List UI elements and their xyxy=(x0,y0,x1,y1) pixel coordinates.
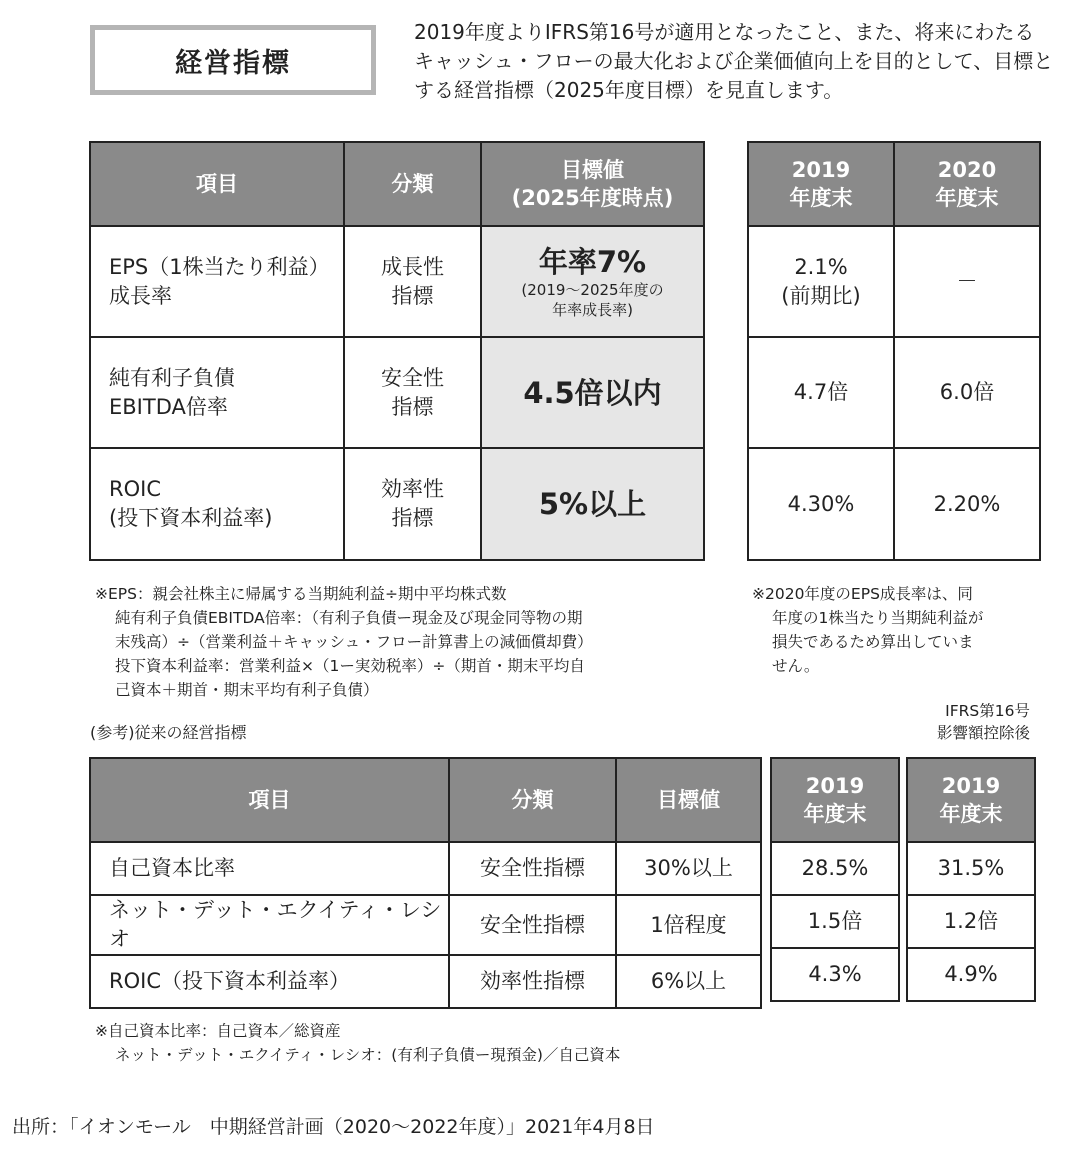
header-target xyxy=(481,142,704,226)
legacy-kpi-header xyxy=(90,758,761,842)
footnote-line: せん。 xyxy=(772,657,820,675)
row-target xyxy=(481,226,704,337)
row-item xyxy=(90,337,344,448)
cell-2019-note: (前期比) xyxy=(781,283,861,308)
cell-2019 xyxy=(748,226,894,337)
table-row xyxy=(90,842,761,895)
row-category: 安全性指標 xyxy=(449,842,616,895)
legacy-footnotes xyxy=(95,1019,795,1067)
row-target: 6%以上 xyxy=(616,955,761,1008)
reference-label: (参考)従来の経営指標 xyxy=(90,723,247,742)
row-item-line1: EPS（1株当たり利益） xyxy=(109,254,330,279)
row-target-note-line1: (2019～2025年度の xyxy=(521,280,664,299)
cell-2019-adjusted: 31.5% xyxy=(907,842,1035,895)
cell-2019: 28.5% xyxy=(771,842,899,895)
footnote-line: ※自己資本比率：自己資本／総資産 xyxy=(95,1022,341,1040)
row-category-line1: 安全性 xyxy=(381,365,444,390)
header-target: 目標値 xyxy=(616,758,761,842)
footnote-line: 己資本＋期首・期末平均有利子負債） xyxy=(115,681,379,699)
cell-2019: 4.3% xyxy=(771,948,899,1001)
cell-2019: 4.7倍 xyxy=(748,337,894,448)
ifrs-label-line2: 影響額控除後 xyxy=(936,724,1030,742)
row-category: 効率性指標 xyxy=(449,955,616,1008)
table-row xyxy=(90,226,704,337)
eps-footnote xyxy=(752,582,1042,678)
kpi-footnotes xyxy=(95,582,735,702)
row-target-value: 4.5倍以内 xyxy=(523,375,662,410)
header-item: 項目 xyxy=(90,758,449,842)
row-item: ROIC（投下資本利益率） xyxy=(90,955,449,1008)
footnote-line: ネット・デット・エクイティ・レシオ：(有利子負債ー現預金)／自己資本 xyxy=(115,1046,621,1064)
row-category-line2: 指標 xyxy=(391,283,434,308)
row-category xyxy=(344,337,481,448)
cell-2020: 6.0倍 xyxy=(894,337,1040,448)
table-row xyxy=(90,895,761,955)
cell-2019: 1.5倍 xyxy=(771,895,899,948)
header-target-line2: (2025年度時点) xyxy=(511,186,674,210)
table-row xyxy=(748,226,1040,337)
cell-2019: 4.30% xyxy=(748,448,894,560)
table-row xyxy=(748,337,1040,448)
row-target-value: 5%以上 xyxy=(538,487,647,521)
row-item: 自己資本比率 xyxy=(90,842,449,895)
header-category: 分類 xyxy=(449,758,616,842)
legacy-results-header xyxy=(771,758,899,842)
header-2019-adjusted xyxy=(907,758,1035,842)
row-item xyxy=(90,226,344,337)
table-row xyxy=(771,842,899,895)
intro-text: 2019年度よりIFRS第16号が適用となったこと、また、将来にわたるキャッシュ・フローの最大化および企業価値向上を目的として、目標とする経営指標（2025年度目標）を見直します。 xyxy=(414,20,1054,102)
kpi-table xyxy=(89,141,705,561)
row-target xyxy=(481,448,704,560)
cell-2019-value: 2.1% xyxy=(794,254,848,279)
row-item: ネット・デット・エクイティ・レシオ xyxy=(90,895,449,955)
header-2019-label: 年度末 xyxy=(803,802,867,826)
kpi-results-table xyxy=(747,141,1041,561)
kpi-table-header xyxy=(90,142,704,226)
table-row xyxy=(907,842,1035,895)
header-2019-adjusted-label: 年度末 xyxy=(939,802,1003,826)
row-category-line2: 指標 xyxy=(391,506,434,530)
row-category-line1: 成長性 xyxy=(381,254,444,279)
kpi-results-header xyxy=(748,142,1040,226)
section-title: 経営指標 xyxy=(90,25,376,95)
legacy-results-table xyxy=(770,757,900,1002)
cell-2020: 2.20% xyxy=(894,448,1040,560)
row-category-line1: 効率性 xyxy=(381,477,444,501)
source-citation: 出所：「イオンモール 中期経営計画（2020～2022年度）」2021年4月8日 xyxy=(12,1116,655,1138)
row-target-value: 年率7% xyxy=(538,244,647,279)
table-row xyxy=(748,448,1040,560)
table-row xyxy=(771,948,899,1001)
header-target-line1: 目標値 xyxy=(561,158,624,182)
legacy-ifrs-adjusted-table xyxy=(906,757,1036,1002)
table-row xyxy=(90,448,704,560)
footnote-line: ※2020年度のEPS成長率は、同 xyxy=(752,585,973,603)
row-target: 30%以上 xyxy=(616,842,761,895)
footnote-line: 損失であるため算出していま xyxy=(772,633,974,651)
header-2019-adjusted-year: 2019 xyxy=(941,774,1001,798)
row-category xyxy=(344,226,481,337)
header-2020 xyxy=(894,142,1040,226)
header-category: 分類 xyxy=(344,142,481,226)
legacy-kpi-table xyxy=(89,757,762,1009)
ifrs-label-line1: IFRS第16号 xyxy=(945,702,1030,720)
row-target xyxy=(481,337,704,448)
header-2019-label: 年度末 xyxy=(789,186,853,210)
row-category: 安全性指標 xyxy=(449,895,616,955)
cell-2019-adjusted: 1.2倍 xyxy=(907,895,1035,948)
table-row xyxy=(907,895,1035,948)
row-item xyxy=(90,448,344,560)
header-2019 xyxy=(748,142,894,226)
cell-2019-adjusted: 4.9% xyxy=(907,948,1035,1001)
footnote-line: 年度の1株当たり当期純利益が xyxy=(772,609,984,627)
row-item-line2: 成長率 xyxy=(109,283,172,308)
header-2020-year: 2020 xyxy=(937,158,997,182)
row-target-note-line2: 年率成長率) xyxy=(552,300,633,319)
footnote-line: 純有利子負債EBITDA倍率：（有利子負債ー現金及び現金同等物の期 xyxy=(115,609,583,627)
header-2020-label: 年度末 xyxy=(935,186,999,210)
row-target: 1倍程度 xyxy=(616,895,761,955)
row-category xyxy=(344,448,481,560)
legacy-ifrs-header xyxy=(907,758,1035,842)
row-item-line2: EBITDA倍率 xyxy=(109,394,228,419)
row-item-line2: (投下資本利益率) xyxy=(109,506,273,530)
header-2019 xyxy=(771,758,899,842)
footnote-line: 末残高）÷（営業利益＋キャッシュ・フロー計算書上の減価償却費） xyxy=(115,633,593,651)
header-2019-year: 2019 xyxy=(805,774,865,798)
row-item-line1: 純有利子負債 xyxy=(109,365,235,390)
footnote-line: ※EPS：親会社株主に帰属する当期純利益÷期中平均株式数 xyxy=(95,585,507,603)
row-category-line2: 指標 xyxy=(391,394,434,419)
row-item-line1: ROIC xyxy=(109,477,161,501)
table-row xyxy=(90,955,761,1008)
table-row xyxy=(90,337,704,448)
ifrs-adjustment-label xyxy=(880,700,1030,744)
footnote-line: 投下資本利益率：営業利益×（1ー実効税率）÷（期首・期末平均自 xyxy=(115,657,585,675)
header-2019-year: 2019 xyxy=(791,158,851,182)
header-item: 項目 xyxy=(90,142,344,226)
table-row xyxy=(907,948,1035,1001)
cell-2020: － xyxy=(894,226,1040,337)
table-row xyxy=(771,895,899,948)
